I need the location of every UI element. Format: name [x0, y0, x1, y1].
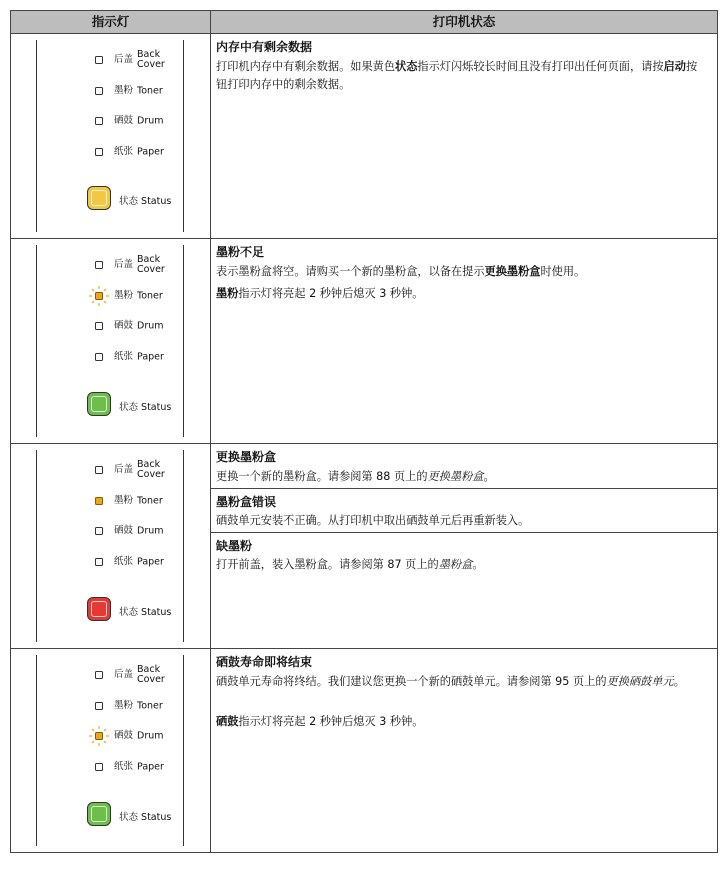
led-status-table: [10, 10, 718, 853]
back-cover-label: 后盖 Back Cover: [114, 254, 165, 275]
toner-led: [95, 702, 103, 710]
status-description: [211, 239, 717, 443]
status-description: [211, 34, 717, 238]
paper-label: 纸张 Paper: [114, 146, 164, 158]
status-led: [87, 802, 111, 826]
back-cover-label: 后盖 Back Cover: [114, 49, 165, 70]
section-text: 硒鼓指示灯将亮起 2 秒钟后熄灭 3 秒钟。: [216, 715, 424, 728]
drum-label: 硒鼓 Drum: [114, 730, 164, 742]
table-row: [11, 444, 717, 649]
section-text: 打开前盖，装入墨粉盒。请参阅第 87 页上的墨粉盒。: [216, 558, 484, 571]
status-section: [211, 488, 717, 532]
section-title: 更换墨粉盒: [216, 450, 277, 464]
status-column-header: 打印机状态: [432, 14, 496, 29]
table-row: [11, 649, 717, 852]
toner-label: 墨粉 Toner: [114, 495, 163, 507]
section-title: 硒鼓寿命即将结束: [216, 655, 313, 669]
section-text: 硒鼓单元安装不正确。从打印机中取出硒鼓单元后再重新装入。: [216, 514, 530, 527]
paper-label: 纸张 Paper: [114, 761, 164, 773]
indicator-panel: [11, 444, 211, 648]
panel-edge-left: [36, 40, 37, 232]
status-description: [211, 649, 717, 852]
indicator-column-header: 指示灯: [11, 11, 211, 33]
status-description: [211, 444, 717, 648]
section-text: 墨粉指示灯将亮起 2 秒钟后熄灭 3 秒钟。: [216, 287, 424, 300]
status-section: [211, 239, 717, 443]
panel-edge-left: [36, 655, 37, 846]
panel-edge-right: [183, 450, 184, 642]
back-cover-led: [95, 671, 103, 679]
status-led: [87, 597, 111, 621]
status-section: [211, 34, 717, 238]
status-label: 状态 Status: [119, 607, 172, 618]
toner-led: [95, 497, 103, 505]
section-text: 打印机内存中有剩余数据。如果黄色状态指示灯闪烁较长时间且没有打印出任何页面，请按启动按钮打印内存中的剩余数据。: [216, 60, 698, 91]
back-cover-led: [95, 56, 103, 64]
indicator-panel: [11, 239, 211, 443]
status-led: [87, 392, 111, 416]
paper-label: 纸张 Paper: [114, 351, 164, 363]
status-label: 状态 Status: [119, 402, 172, 413]
section-title: 缺墨粉: [216, 539, 253, 553]
panel-edge-right: [183, 655, 184, 846]
drum-led: [95, 732, 103, 740]
back-cover-label: 后盖 Back Cover: [114, 664, 165, 685]
drum-led: [95, 117, 103, 125]
section-text: 硒鼓单元寿命将终结。我们建议您更换一个新的硒鼓单元。请参阅第 95 页上的更换硒鼓单元。: [216, 675, 685, 688]
back-cover-led: [95, 261, 103, 269]
status-section: [211, 649, 717, 852]
status-section: [211, 444, 717, 488]
toner-label: 墨粉 Toner: [114, 700, 163, 712]
status-label: 状态 Status: [119, 812, 172, 823]
section-title: 墨粉盒错误: [216, 495, 277, 509]
drum-label: 硒鼓 Drum: [114, 320, 164, 332]
drum-label: 硒鼓 Drum: [114, 115, 164, 127]
indicator-panel: [11, 34, 211, 238]
back-cover-label: 后盖 Back Cover: [114, 459, 165, 480]
section-text: 更换一个新的墨粉盒。请参阅第 88 页上的更换墨粉盒。: [216, 470, 495, 483]
panel-edge-left: [36, 245, 37, 437]
section-title: 墨粉不足: [216, 245, 265, 259]
status-label: 状态 Status: [119, 196, 172, 207]
paper-led: [95, 353, 103, 361]
paper-led: [95, 558, 103, 566]
back-cover-led: [95, 466, 103, 474]
status-section: [211, 532, 717, 648]
table-row: [11, 34, 717, 239]
toner-label: 墨粉 Toner: [114, 290, 163, 302]
section-text: 表示墨粉盒将空。请购买一个新的墨粉盒，以备在提示更换墨粉盒时使用。: [216, 265, 586, 278]
toner-led: [95, 292, 103, 300]
status-led: [87, 186, 111, 210]
panel-edge-left: [36, 450, 37, 642]
paper-label: 纸张 Paper: [114, 556, 164, 568]
indicator-panel: [11, 649, 211, 852]
drum-led: [95, 527, 103, 535]
paper-led: [95, 148, 103, 156]
table-row: [11, 239, 717, 444]
toner-label: 墨粉 Toner: [114, 85, 163, 97]
section-title: 内存中有剩余数据: [216, 40, 313, 54]
panel-edge-right: [183, 40, 184, 232]
panel-edge-right: [183, 245, 184, 437]
table-header: [11, 11, 717, 34]
paper-led: [95, 763, 103, 771]
toner-led: [95, 87, 103, 95]
drum-led: [95, 322, 103, 330]
drum-label: 硒鼓 Drum: [114, 525, 164, 537]
